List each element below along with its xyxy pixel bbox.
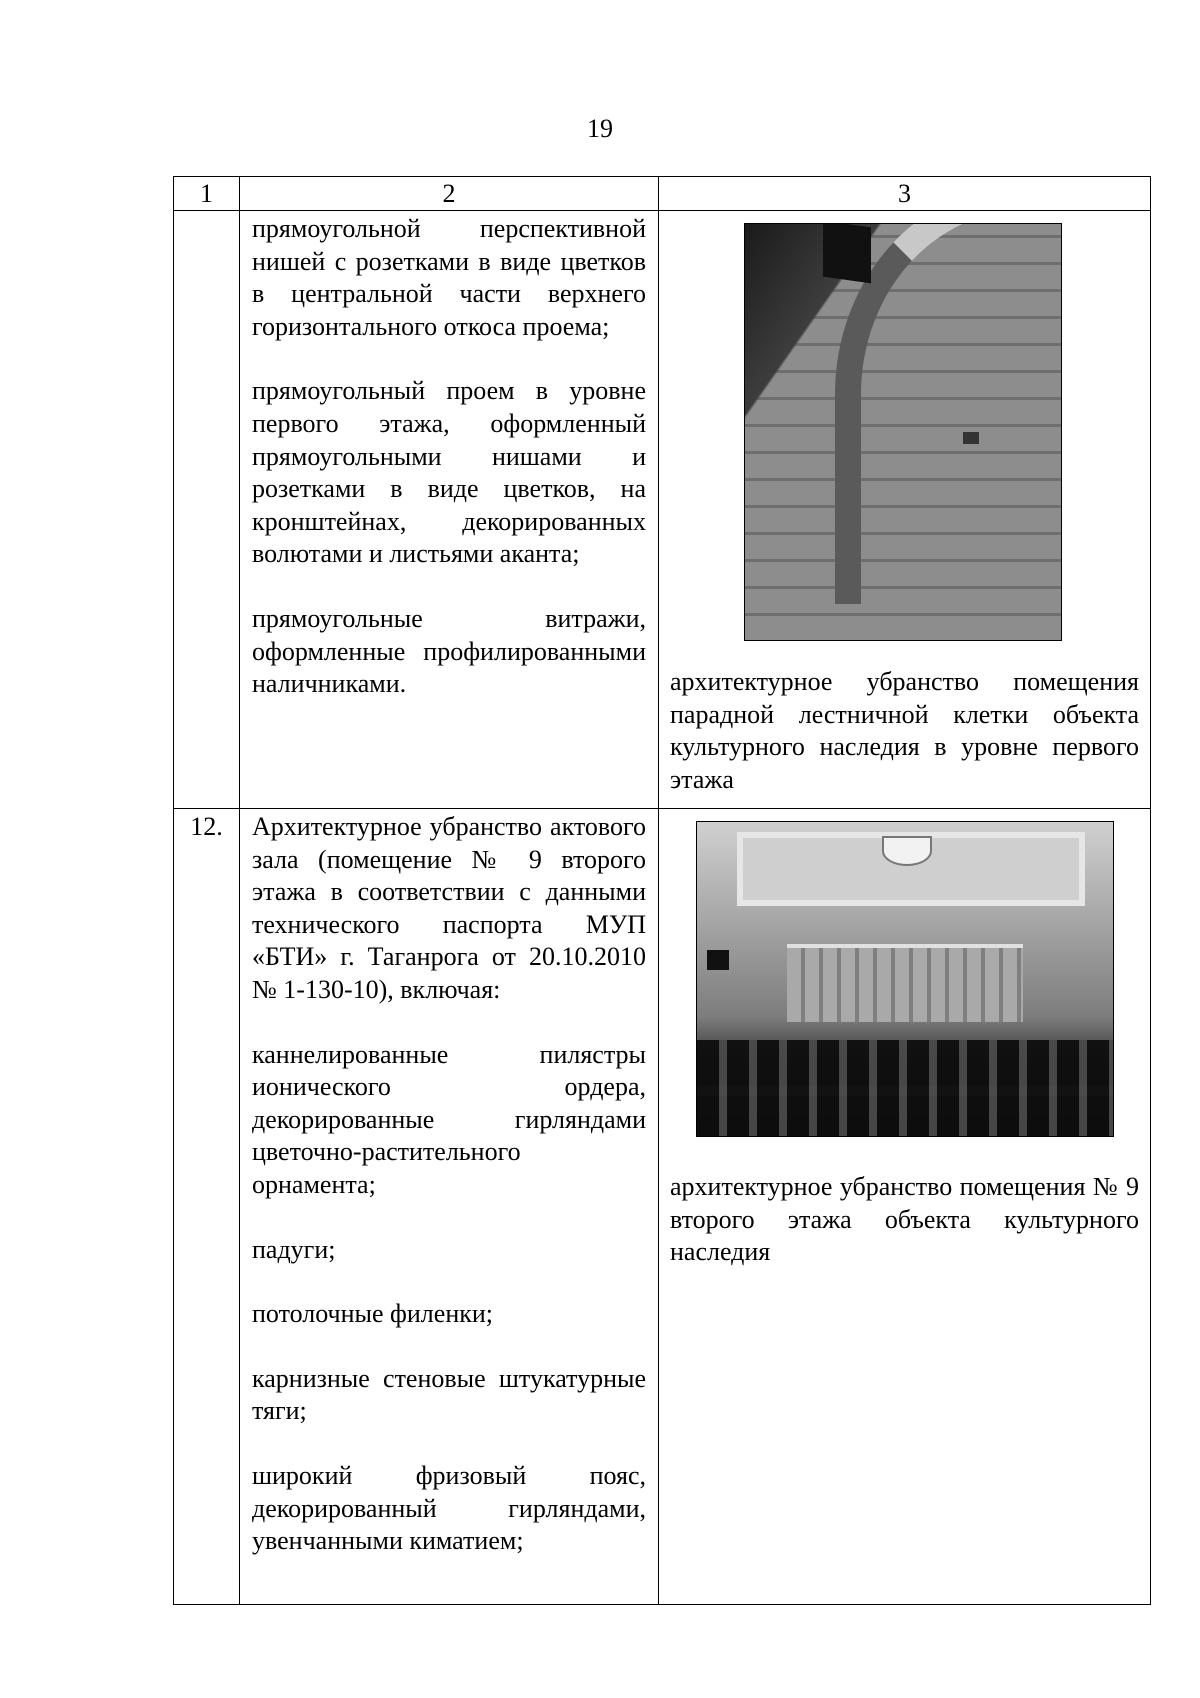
table-row	[174, 211, 1151, 809]
description-paragraph: широкий фризовый пояс, декорированный гирляндами, увенчанными киматием;	[252, 1460, 646, 1556]
description-paragraph: прямоугольные витражи, оформленные профилированными наличниками.	[252, 603, 646, 699]
photo-caption: архитектурное убранство помещения № 9 второго этажа объекта культурного наследия	[670, 1172, 1139, 1267]
description-paragraph: падуги;	[252, 1234, 336, 1264]
description-paragraph: Архитектурное убранство актового зала (помещение № 9 второго этажа в соответствии с данными технического паспорта МУП «БТИ» г. Таганрога от 20.10.2010 № 1-130-10), включая:	[252, 812, 646, 1004]
photo-caption: архитектурное убранство помещения парадной лестничной клетки объекта культурного наследия в уровне первого этажа	[670, 667, 1139, 794]
description-paragraph: прямоугольный проем в уровне первого этажа, оформленный прямоугольными нишами и розетками в виде цветков, на кронштейнах, декорированных волютами и листьями аканта;	[252, 376, 646, 569]
table-header-row	[174, 177, 1151, 211]
page-number: 19	[587, 114, 613, 143]
description-cell	[240, 211, 659, 809]
description-paragraph: карнизные стеновые штукатурные тяги;	[252, 1363, 646, 1426]
photo-cell	[659, 809, 1151, 1605]
table-row	[174, 809, 1151, 1605]
assembly-hall-photo	[696, 821, 1114, 1137]
description-paragraph: прямоугольной перспективной нишей с розетками в виде цветков в центральной части верхнего горизонтального откоса проема;	[252, 214, 646, 341]
column-header-3: 3	[659, 177, 1151, 211]
description-paragraph: потолочные филенки;	[252, 1299, 494, 1329]
photo-cell	[659, 211, 1151, 809]
staircase-photo	[744, 223, 1062, 641]
description-cell	[240, 809, 659, 1605]
heritage-table	[173, 176, 1151, 1605]
row-number: 12.	[174, 809, 240, 1605]
column-header-2: 2	[240, 177, 659, 211]
description-paragraph: каннелированные пилястры ионического ордера, декорированные гирляндами цветочно-растительного орнамента;	[252, 1039, 646, 1199]
column-header-1: 1	[174, 177, 240, 211]
row-number	[174, 211, 240, 809]
